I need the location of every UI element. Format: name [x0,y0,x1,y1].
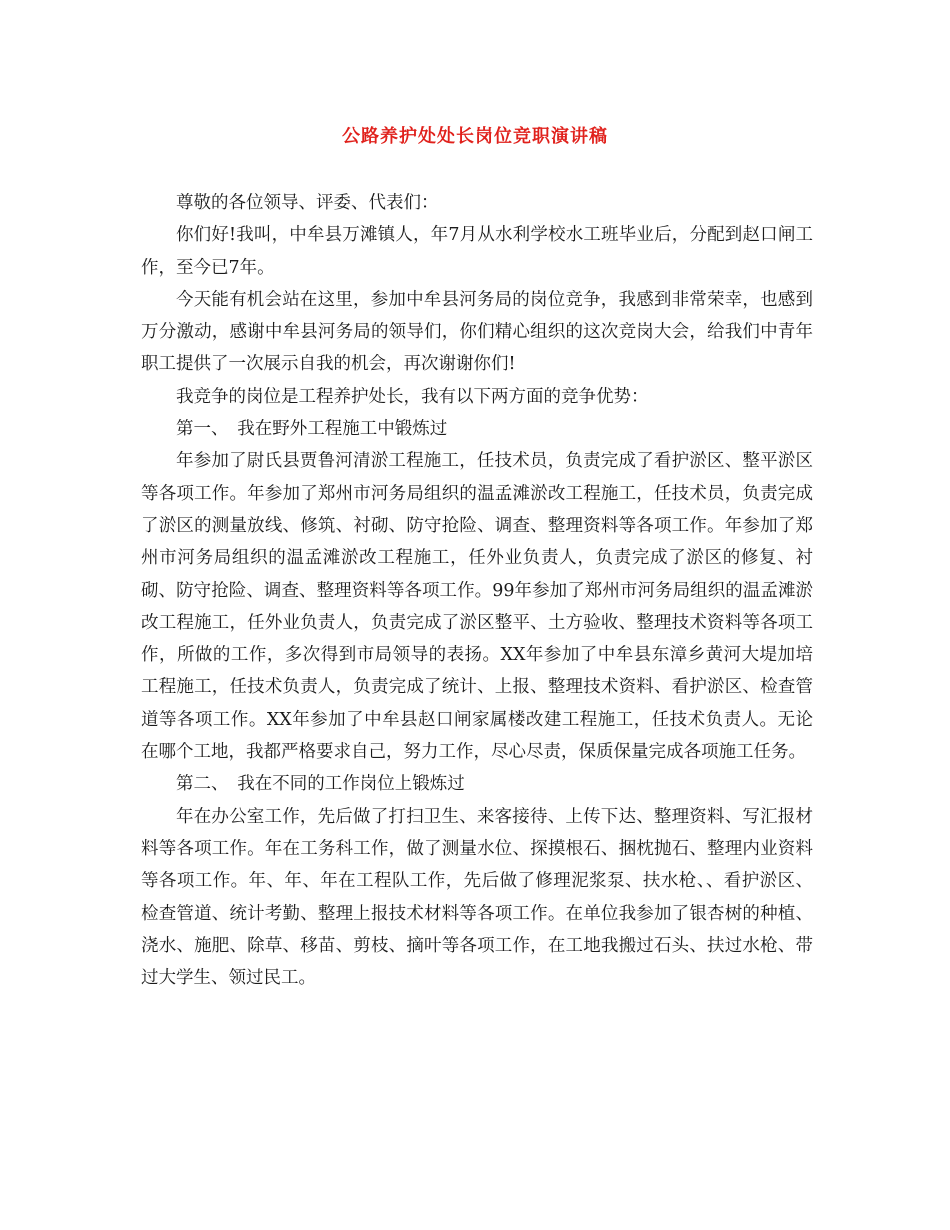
salutation-paragraph: 尊敬的各位领导、评委、代表们： [176,193,439,213]
document-title: 公路养护处处长岗位竞职演讲稿 [342,126,608,147]
document-body [141,187,813,994]
field-experience-paragraph: 年参加了尉氏县贾鲁河清淤工程施工，任技术员，负责完成了看护淤区、整平淤区等各项工作。年参加了郑州市河务局组织的温孟滩淤改工程施工，任技术员，负责完成了淤区的测量放线、修筑、衬砌、防守抢险、调查、整理资料等各项工作。年参加了郑州市河务局组织的温孟滩淤改工程施工，任外业负责人，负责完成了淤区的修复、衬砌、防守抢险、调查、整理资料等各项工作。99年参加了郑州市河务局组织的温孟滩淤改工程施工，任外业负责人，负责完成了淤区整平、土方验收、整理技术资料等各项工作，所做的工作，多次得到市局领导的表扬。XX年参加了中牟县东漳乡黄河大堤加培工程施工，任技术负责人，负责完成了统计、上报、整理技术资料、看护淤区、检查管道等各项工作。XX年参加了中牟县赵口闸家属楼改建工程施工，任技术负责人。无论在哪个工地，我都严格要求自己，努力工作，尽心尽责，保质保量完成各项施工任务。 [141,451,813,763]
section-heading-first: 第一、 我在野外工程施工中锻炼过 [176,419,448,440]
introduction-paragraph: 你们好!我叫，中牟县万滩镇人，年7月从水利学校水工班毕业后，分配到赵口闸工作，至今已7年。 [141,225,813,278]
position-statement-paragraph: 我竞争的岗位是工程养护处长，我有以下两方面的竞争优势： [176,386,649,407]
job-experience-paragraph: 年在办公室工作，先后做了打扫卫生、来客接待、上传下达、整理资料、写汇报材料等各项工作。年在工务科工作，做了测量水位、探摸根石、捆枕抛石、整理内业资料等各项工作。年、年、年在工程队工作，先后做了修理泥浆泵、扶水枪、、看护淤区、检查管道、统计考勤、整理上报技术材料等各项工作。在单位我参加了银杏树的种植、浇水、施肥、除草、移苗、剪枝、摘叶等各项工作，在工地我搬过石头、扶过水枪、带过大学生、领过民工。 [141,806,813,989]
section-heading-second: 第二、 我在不同的工作岗位上锻炼过 [176,774,465,795]
gratitude-paragraph: 今天能有机会站在这里，参加中牟县河务局的岗位竞争，我感到非常荣幸，也感到万分激动，感谢中牟县河务局的领导们，你们精心组织的这次竞岗大会，给我们中青年职工提供了一次展示自我的机会，再次谢谢你们! [141,289,813,375]
